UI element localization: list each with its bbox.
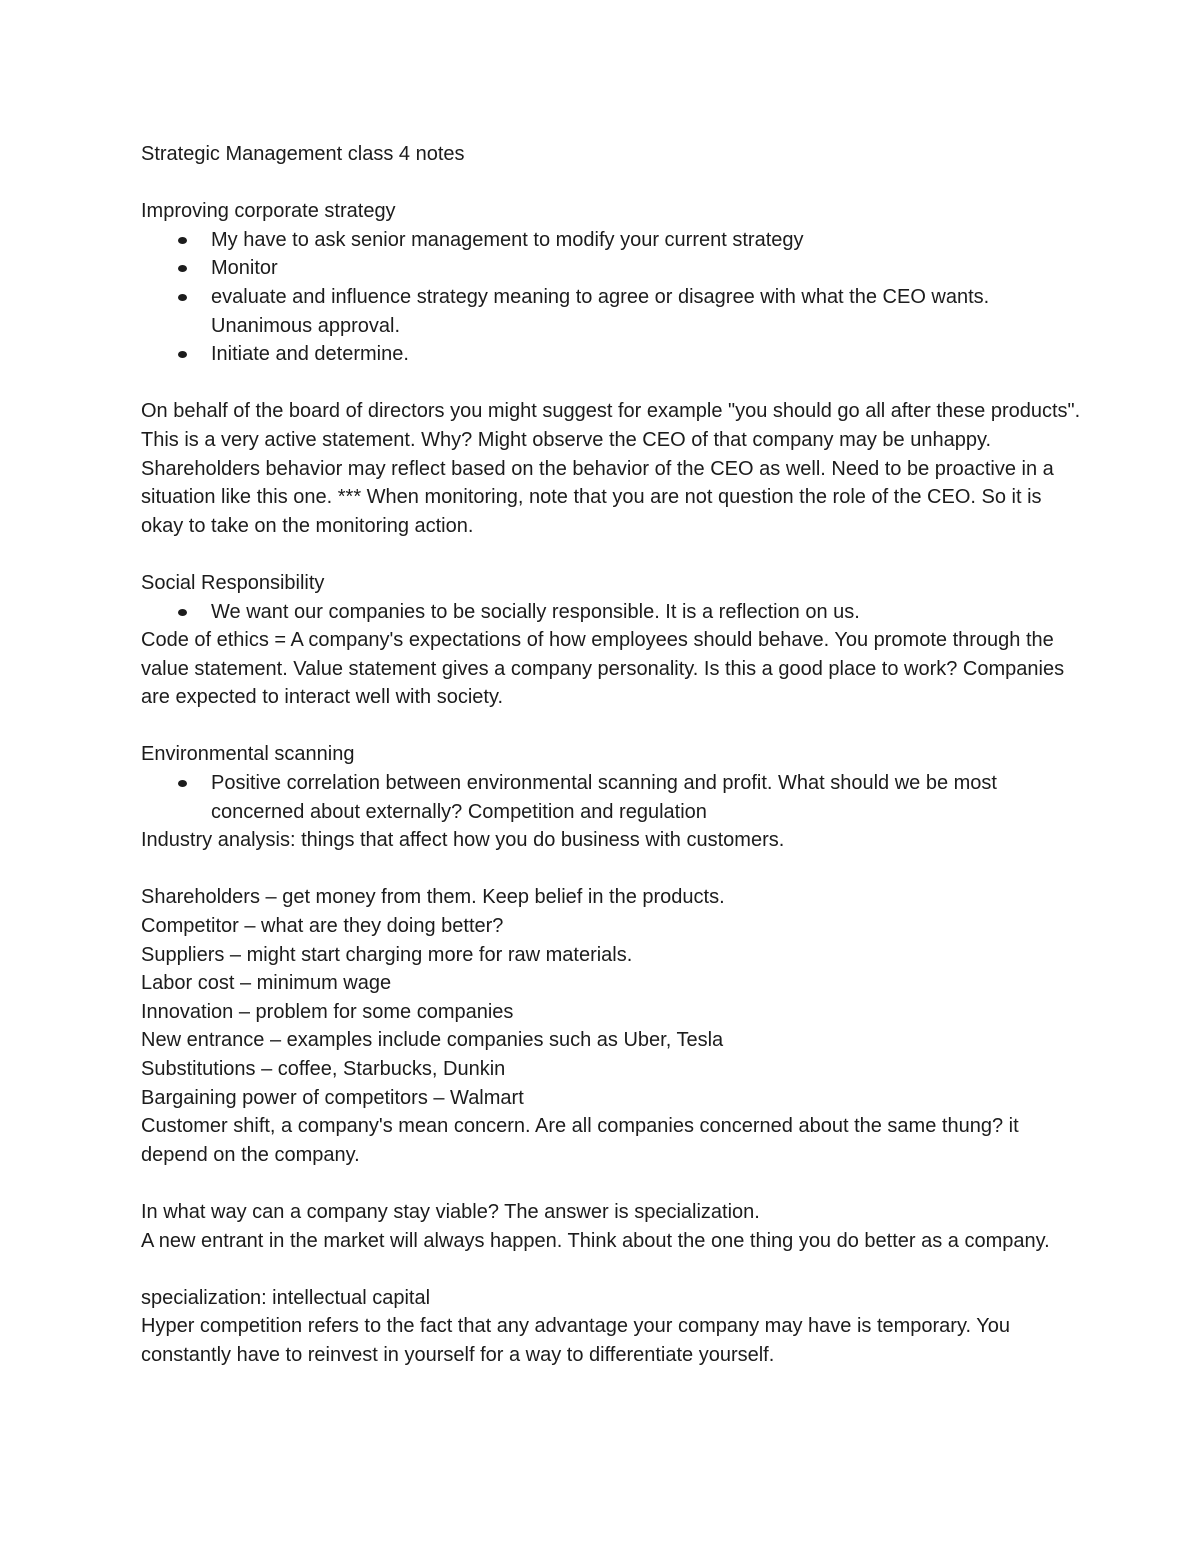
forces-line-substitutions: Substitutions – coffee, Starbucks, Dunkin: [141, 1058, 506, 1080]
spacer: [141, 712, 1081, 741]
forces-line-suppliers: Suppliers – might start charging more for raw materials.: [141, 943, 633, 966]
new-entrant-line: A new entrant in the market will always happen. Think about the one thing you do better as a company.: [141, 1229, 1050, 1252]
bullet-dot-icon: [178, 237, 187, 244]
bullet-dot-icon: [178, 780, 187, 787]
forces-line-labor-cost: Labor cost – minimum wage: [141, 972, 392, 995]
spacer: [141, 1169, 1081, 1198]
forces-line-bargaining-power: Bargaining power of competitors – Walmart: [141, 1086, 524, 1109]
code-of-ethics-paragraph: Code of ethics = A company's expectations of how employees should behave. You promote through the value statement. Value statement gives a company personality. Is this a good place to work? Companies are expected to interact well with society.: [141, 629, 1065, 709]
spacer: [141, 1255, 1081, 1284]
social-responsibility-bullet-list: [141, 598, 1081, 627]
bullet-dot-icon: [178, 609, 187, 616]
bullet-item: [211, 340, 1081, 369]
forces-line-competitor: Competitor – what are they doing better?: [141, 915, 504, 938]
environmental-scanning-bullet-list: [141, 769, 1081, 826]
bullet-text: We want our companies to be socially responsible. It is a reflection on us.: [211, 600, 860, 623]
viability-line: In what way can a company stay viable? The answer is specialization.: [141, 1200, 760, 1223]
bullet-text: evaluate and influence strategy meaning to agree or disagree with what the CEO wants. Unanimous approval.: [211, 285, 990, 337]
forces-line-innovation: Innovation – problem for some companies: [141, 1000, 514, 1023]
board-of-directors-paragraph: On behalf of the board of directors you might suggest for example "you should go all after these products". This is a very active statement. Why? Might observe the CEO of that company may be unhappy. Shareholders behavior may reflect based on the behavior of the CEO as well. Need to be proactive in a situation like this one. *** When monitoring, note that you are not question the role of the CEO. So it is okay to take on the monitoring action.: [141, 400, 1081, 537]
bullet-text: Initiate and determine.: [211, 343, 409, 366]
hyper-competition-line: Hyper competition refers to the fact that any advantage your company may have is temporary. You constantly have to reinvest in yourself for a way to differentiate yourself.: [141, 1315, 1010, 1366]
forces-line-new-entrance: New entrance – examples include companies such as Uber, Tesla: [141, 1029, 724, 1052]
section-heading-social-responsibility: Social Responsibility: [141, 571, 325, 594]
spacer: [141, 540, 1081, 569]
document-body: [141, 140, 1081, 1370]
document-title: Strategic Management class 4 notes: [141, 143, 465, 165]
spacer: [141, 855, 1081, 884]
section-heading-corporate-strategy: Improving corporate strategy: [141, 200, 396, 223]
specialization-line: specialization: intellectual capital: [141, 1286, 431, 1309]
corporate-strategy-bullet-list: [141, 226, 1081, 369]
industry-analysis-paragraph: Industry analysis: things that affect how you do business with customers.: [141, 829, 785, 852]
forces-line-shareholders: Shareholders – get money from them. Keep belief in the products.: [141, 886, 725, 909]
spacer: [141, 369, 1081, 398]
bullet-item: [211, 598, 1081, 627]
bullet-dot-icon: [178, 351, 187, 358]
bullet-item: [211, 226, 1081, 255]
spacer: [141, 169, 1081, 198]
bullet-item: [211, 769, 1081, 826]
bullet-item: [211, 283, 1081, 340]
bullet-item: [211, 254, 1081, 283]
bullet-text: Monitor: [211, 257, 278, 280]
bullet-dot-icon: [178, 294, 187, 301]
forces-line-customer-shift: Customer shift, a company's mean concern. Are all companies concerned about the same thung? it depend on the company.: [141, 1115, 1019, 1166]
bullet-text: My have to ask senior management to modify your current strategy: [211, 228, 804, 251]
bullet-dot-icon: [178, 265, 187, 272]
section-heading-environmental-scanning: Environmental scanning: [141, 743, 355, 766]
bullet-text: Positive correlation between environmental scanning and profit. What should we be most concerned about externally? Competition and regulation: [211, 772, 997, 823]
